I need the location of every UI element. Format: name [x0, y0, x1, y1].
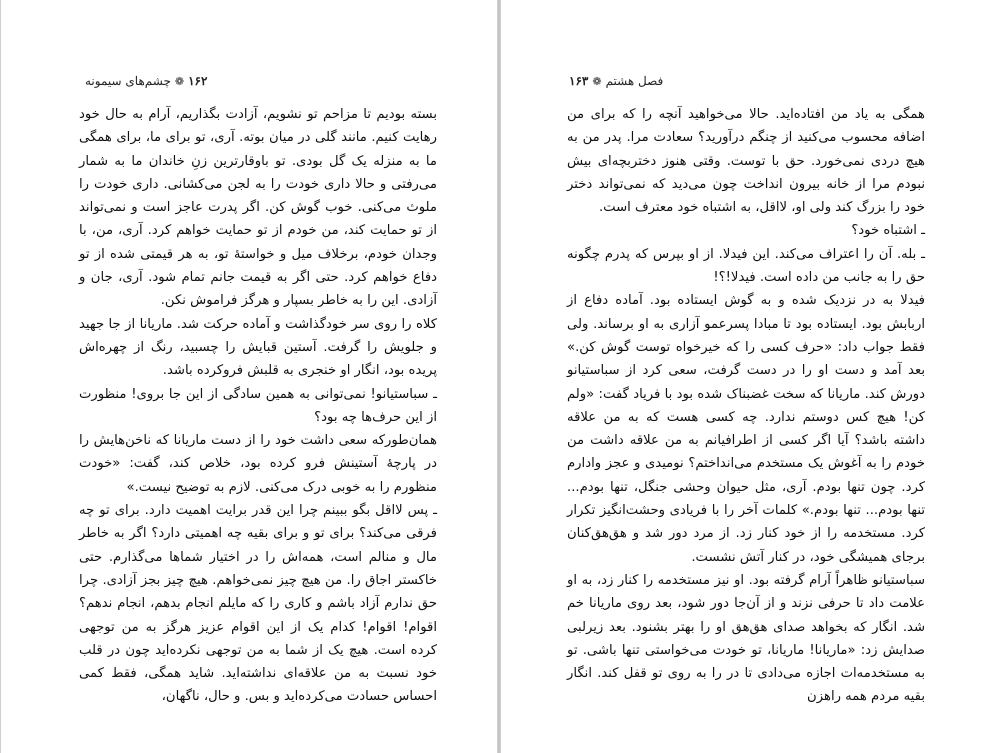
- right-page-body: [567, 103, 925, 709]
- paragraph: کلاه را روی سر خودگذاشت و آماده حرکت شد. ماریانا از جا جهید و جلویش را گرفت. آستین قبایش را چسبید، رنگ از چهره‌اش پریده بود، انگار او خنجری به قلبش فروکرده باشد.: [79, 316, 437, 379]
- left-page: [1, 0, 497, 753]
- paragraph: همان‌طورکه سعی داشت خود را از دست ماریانا که ناخن‌هایش را در پارچهٔ آستینش فرو کرده بود، خلاص کند، گفت: «خودت منظورم را به خوبی درک می‌کنی. لازم به توضیح نیست.»: [79, 433, 437, 495]
- page-number: ۱۶۳: [569, 74, 589, 88]
- right-page-header: [569, 74, 663, 88]
- paragraph: ـ بله. آن را اعتراف می‌کند. این فیدلا. از او بپرس که پدرم چگونه حق را به جانب من داده است. فیدلا!؟!: [567, 246, 925, 286]
- paragraph: سباستیانو ظاهراً آرام گرفته بود. او نیز مستخدمه را کنار زد، به او علامت داد تا حرفی نزند و از آن‌جا دور شود، بعد روی ماریانا خم شد. انگار که بخواهد صدای هق‌هق او را بهتر بشنود. بعد زیرلبی صدایش زد: «ماریانا! ماریانا، تو خودت می‌خواستی تنها باشی. تو به مستخدمه‌ات اجازه می‌دادی تا در را به روی تو قفل کند. انگار بقیه مردم همه راهزن: [567, 572, 925, 705]
- paragraph: همگی به یاد من افتاده‌اید. حالا می‌خواهید آنچه را که برای من اضافه محسوب می‌کنید از چنگم درآورید؟ سعادت مرا. پدر من به هیچ دردی نمی‌خورد. حق با توست. وقتی هنوز دختربچه‌ای بیش نبودم مرا از خانه بیرون انداخت چون می‌دید که نمی‌تواند دختر خود را بزرگ کند ولی او، لااقل، به اشتباه خود معترف است.: [567, 107, 925, 216]
- paragraph: فیدلا به در نزدیک شده و به گوش ایستاده بود. آماده دفاع از اربابش بود. ایستاده بود تا مبادا پسرعمو آزاری به او برساند. ولی فقط جواب داد: «حرف کسی را که خیرخواه توست گوش کن.» بعد آمد و دست او را در دست گرفت، سعی کرد از سباستیانو دورش کند. ماریانا که سخت غضبناک شده بود با فریاد گفت: «ولم کن! هیچ کس دوستم ندارد. چه کسی هست که به من علاقه داشته باشد؟ آیا اگر کسی از اطرافیانم به من علاقه داشت من خودم را به آغوش یک مستخدم می‌انداختم؟ نومیدی و عجز وادارم کرد. چون تنها بودم. آری، مثل حیوان وحشی جنگل، تنها بودم... تنها بودم... تنها بودم.» کلمات آخر را با فریادی وحشت‌انگیز تکرار کرد. مستخدمه را از خود کنار زد. از مرد دور شد و هق‌هق‌کنان برجای همیشگی خود، در کنار آتش نشست.: [567, 293, 925, 565]
- paragraph: ـ سباستیانو! نمی‌توانی به همین سادگی از این جا بروی! منظورت از این حرف‌ها چه بود؟: [79, 386, 437, 425]
- running-head-book-title: چشم‌های سیمونه: [85, 74, 171, 88]
- paragraph: ـ اشتباه خود؟: [851, 223, 925, 239]
- paragraph: ـ پس لااقل بگو ببینم چرا این قدر برایت اهمیت دارد. برای تو چه فرقی می‌کند؟ برای تو و برای بقیه چه اهمیتی دارد؟ اگر به خاطر مال و منالم است، همه‌اش را در اختیار شماها می‌گذارم. حتی خاکستر اجاق را. من هیچ چیز نمی‌خواهم. هیچ چیز بجز آزادی. چرا حق ندارم آزاد باشم و کاری را که مایلم انجام بدهم، انجام ندهم؟ اقوام! اقوام! کدام یک از این اقوام عزیز هرگز به من توجهی کرده است. هیچ یک از شما به من توجهی نکرده‌اید چون در قلب خود نسبت به من علاقه‌ای نداشته‌اید. شاید همگی، فقط کمی احساس حسادت می‌کرده‌اید و بس. و حال، ناگهان،: [79, 503, 437, 705]
- left-page-header: [85, 74, 207, 88]
- right-page: [501, 0, 998, 753]
- paragraph: بسته بودیم تا مزاحم تو نشویم، آزادت بگذاریم، آرام به حال خود رهایت کنیم. مانند گلی در میان بوته. آری، تو برای ما، برای همگی ما به منزله یک گل بودی. تو باوقارترین زنِ خاندان ما به شمار می‌رفتی و حالا داری خودت را به لجن می‌کشانی. داری خودت را ملوث می‌کنی. خوب گوش کن. اگر پدرت عاجز است و نمی‌تواند از تو حمایت کند، من خودم از تو حمایت خواهم کرد. آری، من، با وجدان خودم، برخلاف میل و خواستهٔ تو، به هر قیمتی شده از تو دفاع خواهم کرد. حتی اگر به قیمت جانم تمام شود. آری، جان و آزادی. این را به خاطر بسپار و هرگز فراموش نکن.: [79, 107, 437, 309]
- ornament-icon: ❁: [174, 74, 185, 88]
- running-head-chapter-title: فصل هشتم: [605, 74, 664, 88]
- left-page-body: [79, 103, 437, 709]
- ornament-icon: ❁: [592, 74, 602, 88]
- page-number: ۱۶۲: [188, 74, 208, 88]
